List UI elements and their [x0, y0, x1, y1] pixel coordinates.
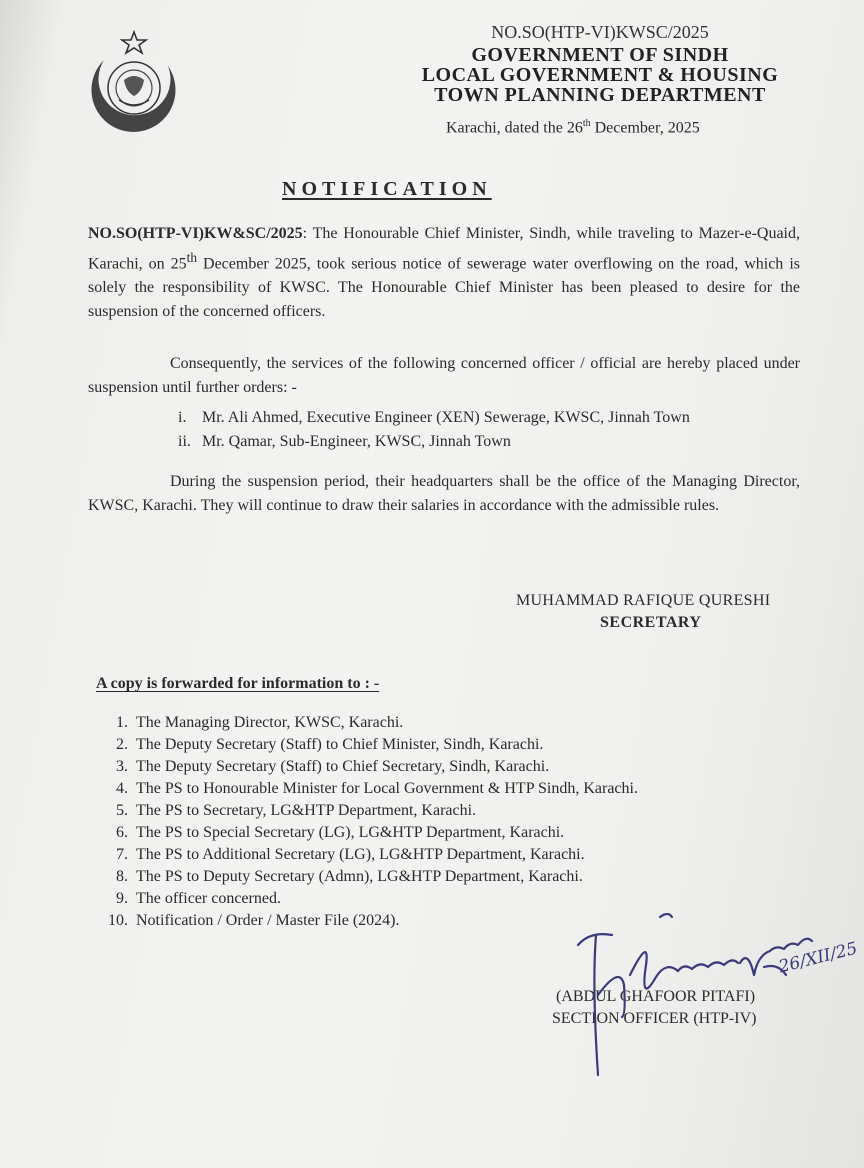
paragraph-headquarters: During the suspension period, their headquarters shall be the office of the Managing Director, KWSC, Karachi. They will continue to draw their salaries in accordance with the admissible rules.	[88, 473, 800, 514]
date-day: 26	[566, 119, 583, 137]
section-officer-title: SECTION OFFICER (HTP-IV)	[552, 1010, 757, 1027]
header-file-number: NO.SO(HTP-VI)KWSC/2025	[491, 22, 709, 42]
notice-text-b: December 2025, took serious notice of sewerage water overflowing on the road, which is solely the responsibility of KWSC. The Honourable Chief Minister has been pleased to desire for the suspension of the concerned officers.	[88, 255, 800, 321]
section-officer-name: (ABDUL GHAFOOR PITAFI)	[556, 988, 756, 1005]
paragraph-suspension: Consequently, the services of the following concerned officer / official are hereby placed under suspension until further orders: -	[88, 355, 800, 396]
dateline	[446, 118, 700, 137]
header-government: GOVERNMENT OF SINDH	[471, 44, 729, 66]
signatory-title: SECRETARY	[600, 614, 702, 631]
list-item: 8. The PS to Deputy Secretary (Admn), LG&HTP Department, Karachi.	[116, 868, 583, 885]
signature-icon	[560, 905, 860, 1095]
date-suffix: th	[582, 118, 591, 129]
notice-sup: th	[186, 250, 198, 265]
handwritten-date: 26/XII/25	[776, 938, 860, 978]
list-item: 9. The officer concerned.	[116, 890, 281, 907]
list-item: 6. The PS to Special Secretary (LG), LG&HTP Department, Karachi.	[116, 824, 565, 841]
sindh-government-emblem-icon	[84, 30, 184, 134]
list-item: 10. Notification / Order / Master File (2024).	[108, 912, 400, 929]
distribution-list	[92, 712, 638, 932]
copy-forwarded-heading: A copy is forwarded for information to : -	[96, 675, 380, 692]
list-item: 3. The Deputy Secretary (Staff) to Chief Secretary, Sindh, Karachi.	[116, 758, 550, 775]
date-rest: December, 2025	[594, 119, 700, 137]
header-department-line2: TOWN PLANNING DEPARTMENT	[434, 84, 766, 106]
page-title: NOTIFICATION	[282, 178, 492, 200]
signatory-name: MUHAMMAD RAFIQUE QURESHI	[516, 592, 771, 609]
list-item: 7. The PS to Additional Secretary (LG), LG&HTP Department, Karachi.	[116, 846, 585, 863]
list-item: i. Mr. Ali Ahmed, Executive Engineer (XEN) Sewerage, KWSC, Jinnah Town	[178, 409, 690, 426]
list-item: 1. The Managing Director, KWSC, Karachi.	[116, 714, 404, 731]
notice-text-a: : The Honourable Chief Minister, Sindh, while traveling to Mazer-e-Quaid, Karachi, on 25	[88, 225, 800, 273]
officer-list	[178, 406, 690, 454]
header-department-line1: LOCAL GOVERNMENT & HOUSING	[421, 64, 779, 86]
date-prefix: Karachi, dated the	[446, 119, 563, 137]
list-item: 5. The PS to Secretary, LG&HTP Department, Karachi.	[116, 802, 477, 819]
list-item: 2. The Deputy Secretary (Staff) to Chief Minister, Sindh, Karachi.	[116, 736, 544, 753]
paragraph-notice	[88, 222, 800, 324]
list-item: ii. Mr. Qamar, Sub-Engineer, KWSC, Jinnah Town	[178, 433, 511, 450]
notice-reference: NO.SO(HTP-VI)KW&SC/2025	[88, 225, 303, 242]
list-item: 4. The PS to Honourable Minister for Local Government & HTP Sindh, Karachi.	[116, 780, 638, 797]
